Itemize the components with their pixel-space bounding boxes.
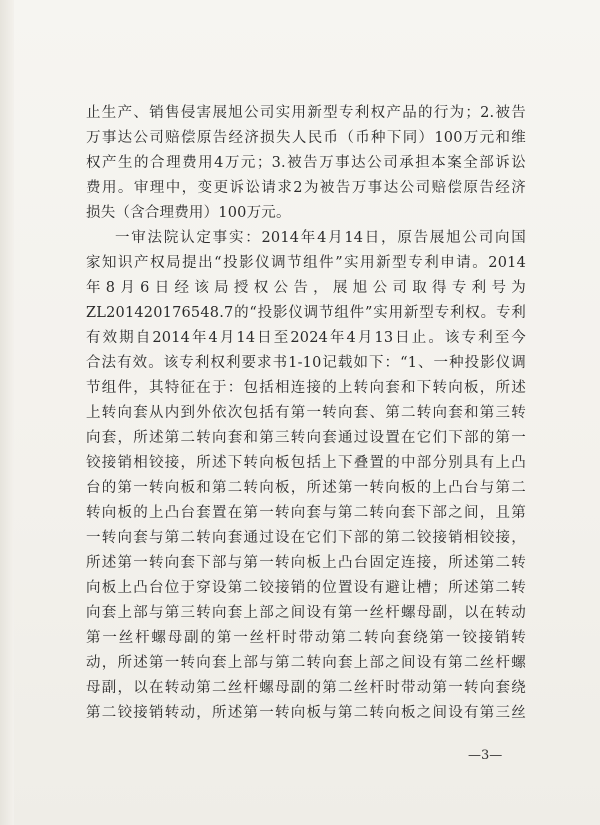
text-line: 铰接销相铰接，所述下转向板包括上下叠置的中部分别具有上凸 xyxy=(86,455,526,471)
text-line: 向套，所述第二转向套和第三转向套通过设置在它们下部的第一 xyxy=(86,430,526,446)
page-number: —3— xyxy=(468,748,503,763)
text-line: 万事达公司赔偿原告经济损失人民币（币种下同）100万元和维 xyxy=(86,130,526,146)
text-line: 动，所述第一转向套上部与第二转向套上部之间设有第二丝杆螺 xyxy=(86,655,526,671)
text-line: 止生产、销售侵害展旭公司实用新型专利权产品的行为；2.被告 xyxy=(86,105,526,121)
text-line: 合法有效。该专利权利要求书1-10记载如下：“1、一种投影仪调 xyxy=(86,355,526,371)
text-line: 有效期自2014年4月14日至2024年4月13日止。该专利至今 xyxy=(86,330,526,346)
text-line: 母副，以在转动第二丝杆螺母副的第二丝杆时带动第一转向套绕 xyxy=(86,680,526,696)
text-line: 第一丝杆螺母副的第一丝杆时带动第二转向套绕第一铰接销转 xyxy=(86,630,526,646)
text-line: 年8月6日经该局授权公告，展旭公司取得专利号为 xyxy=(86,280,526,296)
text-line: 家知识产权局提出“投影仪调节组件”实用新型专利申请。2014 xyxy=(86,255,526,271)
text-line: 费用。审理中，变更诉讼请求2为被告万事达公司赔偿原告经济 xyxy=(86,180,526,196)
page-edge-shadow xyxy=(0,0,14,825)
text-line: 台的第一转向板和第二转向板，所述第一转向板的上凸台与第二 xyxy=(86,480,526,496)
text-line: 权产生的合理费用4万元；3.被告万事达公司承担本案全部诉讼 xyxy=(86,155,526,171)
text-line: 第二铰接销转动，所述第一转向板与第二转向板之间设有第三丝 xyxy=(86,705,526,721)
text-line: 上转向套从内到外依次包括有第一转向套、第二转向套和第三转 xyxy=(86,405,526,421)
document-body xyxy=(86,101,526,726)
text-line: 一转向套与第二转向套通过设在它们下部的第二铰接销相铰接， xyxy=(86,530,526,546)
text-line: 向板上凸台位于穿设第二铰接销的位置设有避让槽；所述第二转 xyxy=(86,580,526,596)
text-line: 转向板的上凸台套置在第一转向套与第二转向套下部之间，且第 xyxy=(86,505,526,521)
text-line: 向套上部与第三转向套上部之间设有第一丝杆螺母副，以在转动 xyxy=(86,605,526,621)
text-line: 损失（含合理费用）100万元。 xyxy=(86,205,291,221)
text-line-indent: 一审法院认定事实：2014年4月14日，原告展旭公司向国 xyxy=(115,230,526,246)
text-line: ZL201420176548.7的“投影仪调节组件”实用新型专利权。专利 xyxy=(86,305,526,321)
text-line: 节组件，其特征在于：包括相连接的上转向套和下转向板，所述 xyxy=(86,380,526,396)
text-line: 所述第一转向套下部与第一转向板上凸台固定连接，所述第二转 xyxy=(86,555,526,571)
